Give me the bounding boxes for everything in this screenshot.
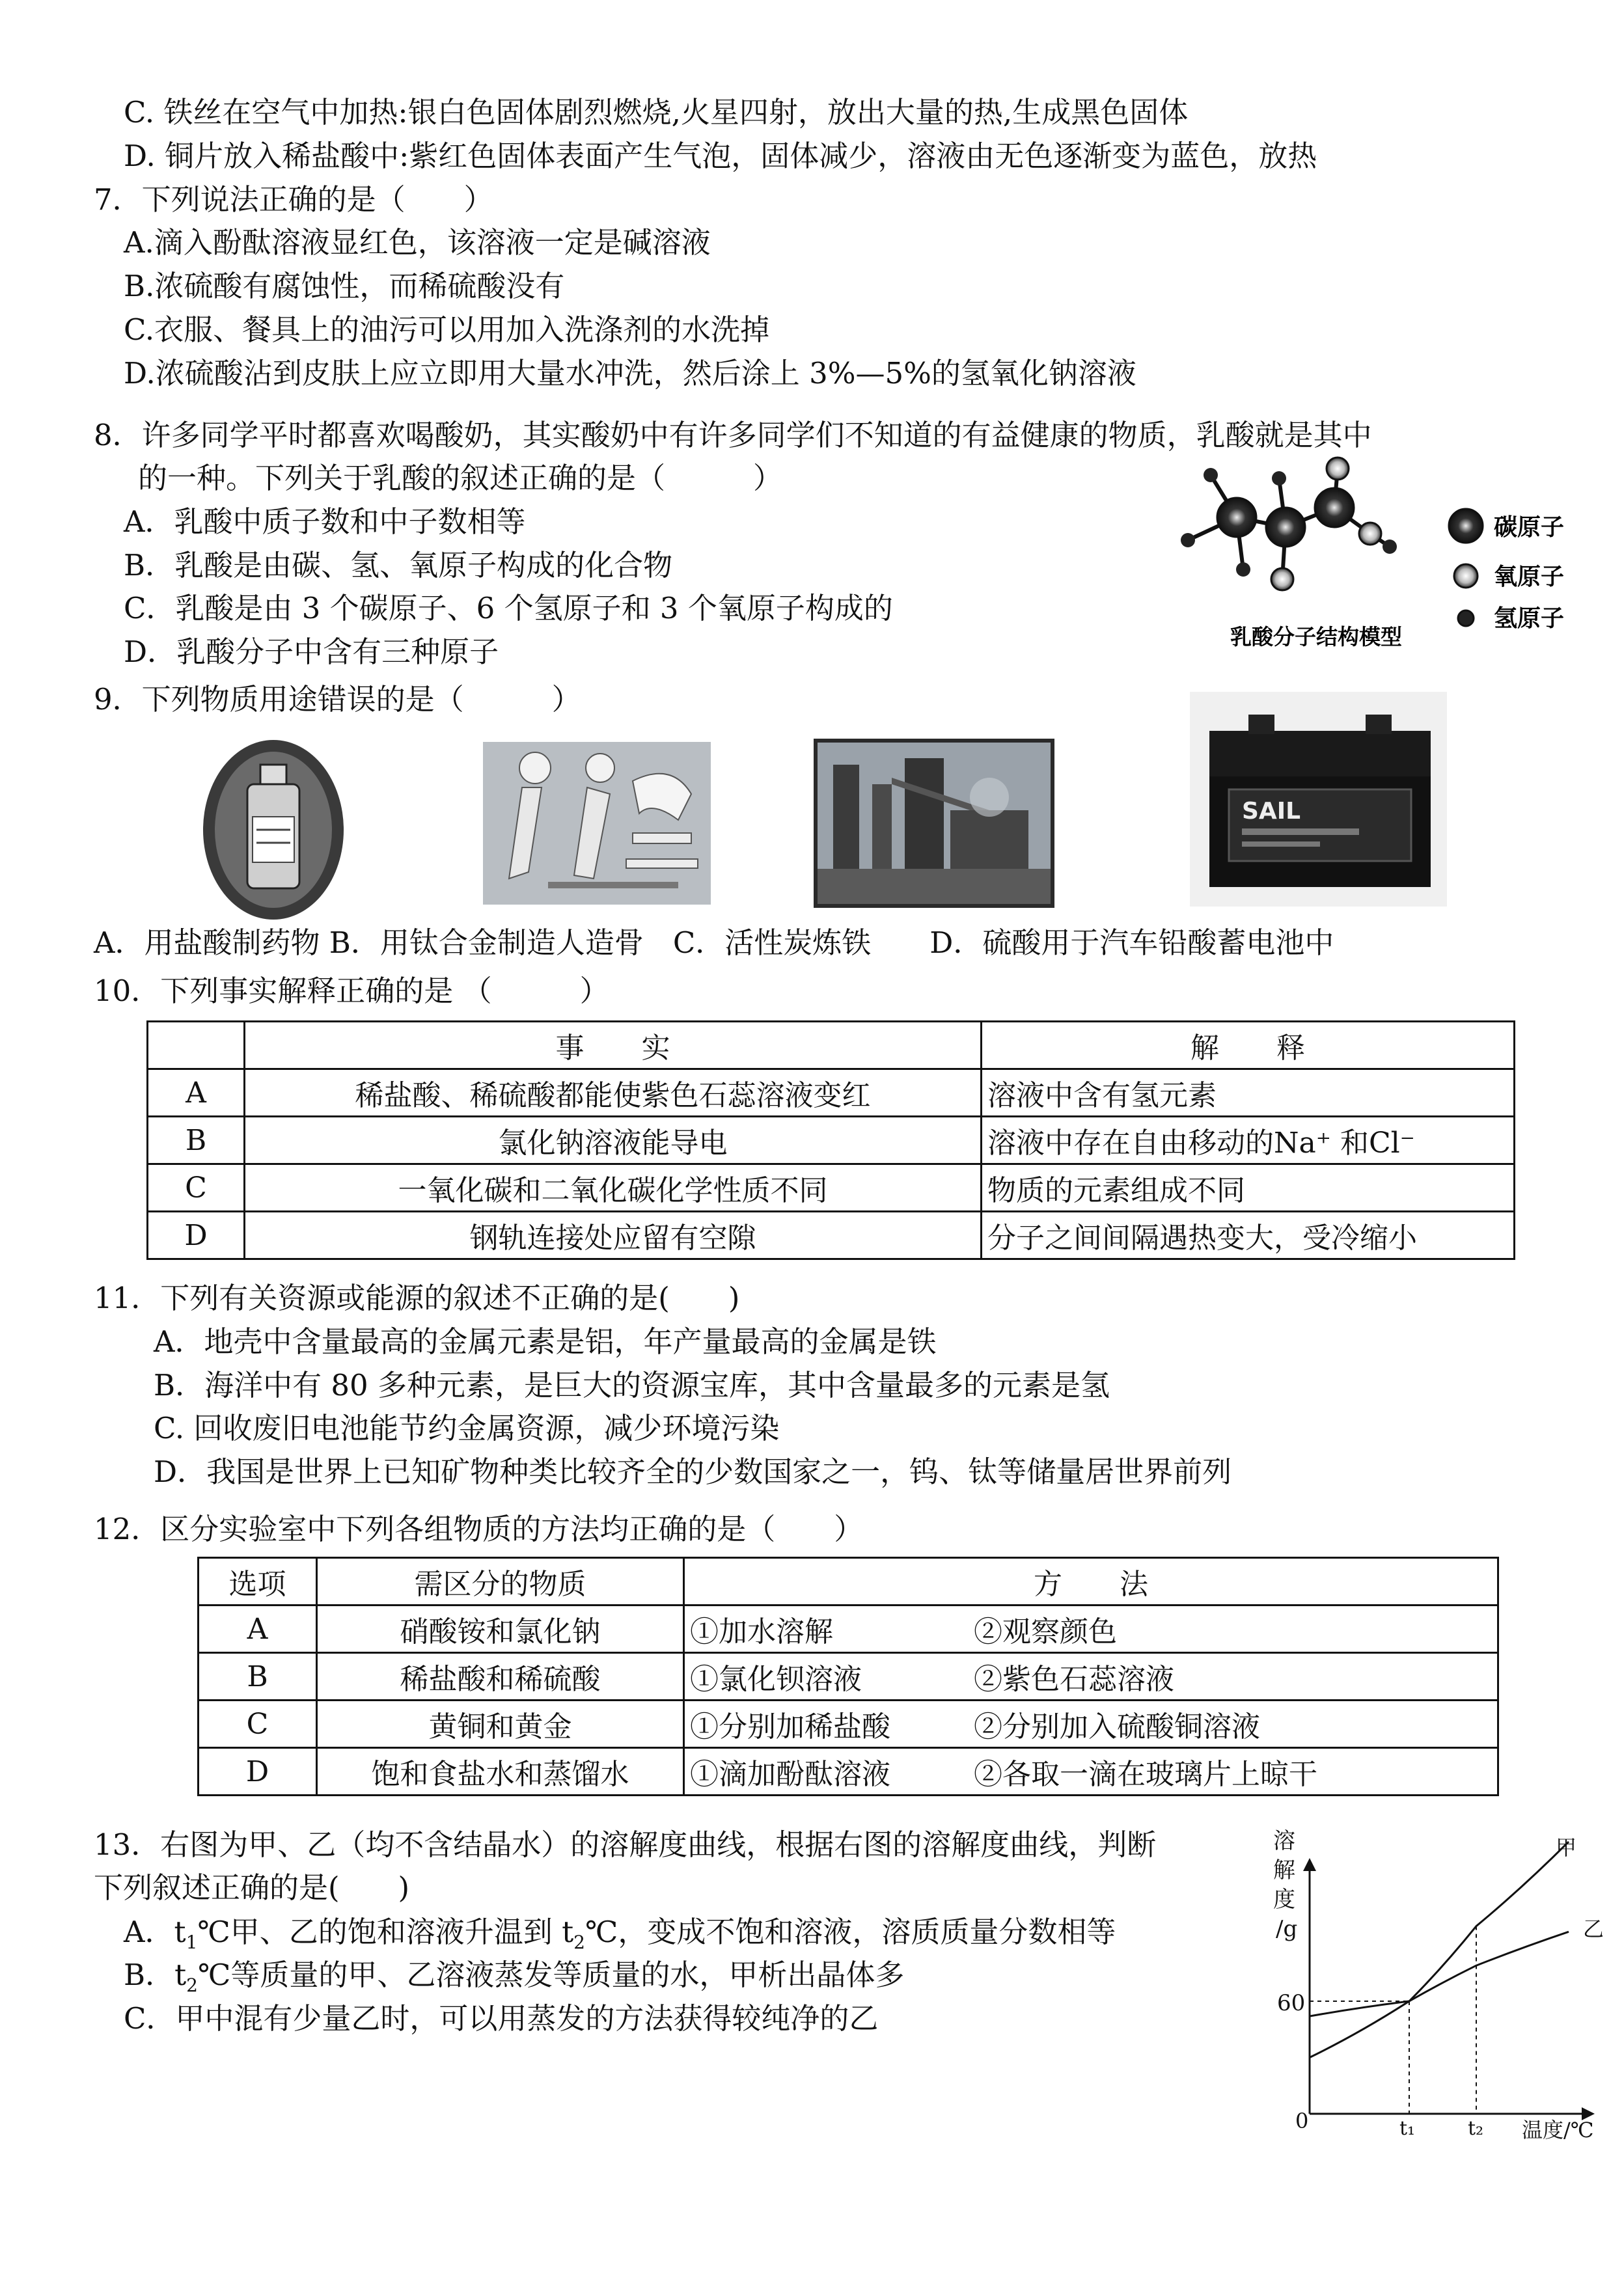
- titanium-bone-image: [483, 742, 711, 905]
- series-label-jia: 甲: [1556, 1835, 1577, 1860]
- chart-guides: [1310, 1926, 1476, 2114]
- x-tick-label: t₁: [1399, 2117, 1416, 2140]
- q13-option-c: C．甲中混有少量乙时，可以用蒸发的方法获得较纯净的乙: [124, 2001, 879, 2036]
- x-tick-label: t₂: [1468, 2117, 1484, 2140]
- q13-stem-line1: 13．右图为甲、乙（均不含结晶水）的溶解度曲线，根据右图的溶解度曲线，判断: [94, 1827, 1157, 1862]
- table-cell: D: [199, 1748, 317, 1796]
- q8-option-b: B．乳酸是由碳、氢、氧原子构成的化合物: [124, 548, 673, 582]
- y-axis-label-part: /g: [1276, 1916, 1298, 1942]
- table-cell: ①加水溶解: [684, 1606, 969, 1653]
- table-cell: ②分别加入硫酸铜溶液: [969, 1701, 1498, 1748]
- legend-hydrogen-label: 氢原子: [1494, 605, 1565, 632]
- table-cell: 解 释: [982, 1022, 1515, 1069]
- table-cell: B: [148, 1117, 245, 1164]
- y-axis-label-part: 度: [1273, 1887, 1295, 1913]
- q11-option-c: C. 回收废旧电池能节约金属资源，减少环境污染: [154, 1411, 780, 1445]
- series-label-yi: 乙: [1583, 1917, 1604, 1941]
- q8-stem-line2: 的一种。下列关于乳酸的叙述正确的是（ ）: [138, 461, 783, 495]
- x-axis-label: 温度/℃: [1522, 2118, 1594, 2141]
- table-cell: 选项: [199, 1558, 317, 1606]
- y-axis-label-part: 解: [1273, 1857, 1295, 1883]
- table-row: [199, 1748, 1498, 1796]
- q8-stem-line1: 8．许多同学平时都喜欢喝酸奶，其实酸奶中有许多同学们不知道的有益健康的物质，乳酸就是其中: [94, 418, 1372, 452]
- legend-carbon-icon: [1449, 509, 1483, 543]
- table-cell: ①滴加酚酞溶液: [684, 1748, 969, 1796]
- q13-b-text: ℃等质量的甲、乙溶液蒸发等质量的水，甲析出晶体多: [197, 1958, 905, 1992]
- table-cell: 一氧化碳和二氧化碳化学性质不同: [245, 1164, 982, 1212]
- q13-a-subscript: 1: [186, 1932, 198, 1953]
- table-row: [148, 1117, 1515, 1164]
- table-row: [148, 1069, 1515, 1117]
- table-row: [148, 1164, 1515, 1212]
- legend-oxygen-label: 氧原子: [1494, 564, 1565, 590]
- table-cell: 方 法: [684, 1558, 1498, 1606]
- legend-hydrogen-icon: [1458, 610, 1474, 626]
- table-cell: 黄铜和黄金: [317, 1701, 684, 1748]
- q11-stem: 11．下列有关资源或能源的叙述不正确的是( ): [94, 1281, 740, 1315]
- molecule-atoms: [1181, 458, 1397, 590]
- q7-option-d: D.浓硫酸沾到皮肤上应立即用大量水冲洗，然后涂上 3%—5%的氢氧化钠溶液: [124, 356, 1136, 390]
- table-cell: C: [199, 1701, 317, 1748]
- table-cell: 饱和食盐水和蒸馏水: [317, 1748, 684, 1796]
- q7-option-a: A.滴入酚酞溶液显红色，该溶液一定是碱溶液: [124, 225, 711, 260]
- q11-option-b: B．海洋中有 80 多种元素，是巨大的资源宝库，其中含量最多的元素是氢: [154, 1368, 1110, 1402]
- table-cell: ①分别加稀盐酸: [684, 1701, 969, 1748]
- q11-option-a: A．地壳中含量最高的金属元素是铝，年产量最高的金属是铁: [154, 1324, 937, 1359]
- table-cell: ②紫色石蕊溶液: [969, 1653, 1498, 1701]
- q13-b-text: B．t: [124, 1958, 187, 1992]
- q13-option-a: [124, 1913, 1116, 1961]
- table-header-row: [148, 1022, 1515, 1069]
- table-row: [199, 1606, 1498, 1653]
- table-cell: [148, 1022, 245, 1069]
- table-cell: 溶液中存在自由移动的Na⁺ 和Cl⁻: [982, 1117, 1515, 1164]
- origin-label: 0: [1295, 2109, 1309, 2133]
- q13-stem-line2: 下列叙述正确的是( ): [94, 1870, 410, 1905]
- chart-series: [1310, 1842, 1569, 2058]
- table-cell: 事 实: [245, 1022, 982, 1069]
- q12-stem: 12．区分实验室中下列各组物质的方法均正确的是（ ）: [94, 1512, 864, 1546]
- table-cell: D: [148, 1212, 245, 1259]
- table-cell: 硝酸铵和氯化钠: [317, 1606, 684, 1653]
- table-cell: 稀盐酸、稀硫酸都能使紫色石蕊溶液变红: [245, 1069, 982, 1117]
- table-cell: ①氯化钡溶液: [684, 1653, 969, 1701]
- q6-option-d: D. 铜片放入稀盐酸中:紫红色固体表面产生气泡，固体减少，溶液由无色逐渐变为蓝色，放热: [124, 139, 1317, 173]
- solubility-curve-jia: [1310, 1842, 1569, 2058]
- table-cell: 稀盐酸和稀硫酸: [317, 1653, 684, 1701]
- table-cell: C: [148, 1164, 245, 1212]
- q13-a-text: ℃，变成不饱和溶液，溶质质量分数相等: [585, 1915, 1116, 1949]
- y-axis-label-part: 溶: [1273, 1829, 1295, 1854]
- legend-carbon-label: 碳原子: [1494, 514, 1565, 541]
- car-battery-image: [1190, 692, 1447, 907]
- table-row: [148, 1212, 1515, 1259]
- q9-options: A．用盐酸制药物 B．用钛合金制造人造骨 C．活性炭炼铁 D．硫酸用于汽车铅酸蓄电池中: [94, 925, 1334, 960]
- q13-a-subscript: 2: [573, 1932, 585, 1953]
- table-cell: 需区分的物质: [317, 1558, 684, 1606]
- table-row: [199, 1701, 1498, 1748]
- table-cell: A: [148, 1069, 245, 1117]
- table-cell: 分子之间间隔遇热变大，受冷缩小: [982, 1212, 1515, 1259]
- q7-stem: 7．下列说法正确的是（ ）: [94, 182, 493, 217]
- q13-b-subscript: 2: [186, 1975, 198, 1996]
- table-cell: 溶液中含有氢元素: [982, 1069, 1515, 1117]
- q10-stem: 10．下列事实解释正确的是 （ ）: [94, 974, 609, 1008]
- q13-option-b: [124, 1956, 904, 2004]
- table-cell: 氯化钠溶液能导电: [245, 1117, 982, 1164]
- table-cell: ②观察颜色: [969, 1606, 1498, 1653]
- y-tick-label: 60: [1277, 1990, 1306, 2016]
- q13-a-text: A．t: [124, 1915, 186, 1949]
- q8-option-a: A．乳酸中质子数和中子数相等: [124, 504, 526, 539]
- q7-option-c: C.衣服、餐具上的油污可以用加入洗涤剂的水洗掉: [124, 312, 770, 347]
- q7-option-b: B.浓硫酸有腐蚀性，而稀硫酸没有: [124, 269, 565, 303]
- medicine-bottle-image: [202, 739, 345, 921]
- q10-table: [146, 1020, 1515, 1260]
- q9-stem: 9．下列物质用途错误的是（ ）: [94, 682, 581, 717]
- y-axis-arrow-icon: [1303, 1858, 1316, 1871]
- table-cell: 物质的元素组成不同: [982, 1164, 1515, 1212]
- q6-option-c: C. 铁丝在空气中加热:银白色固体剧烈燃烧,火星四射，放出大量的热,生成黑色固体: [124, 95, 1189, 130]
- table-cell: A: [199, 1606, 317, 1653]
- q8-option-d: D．乳酸分子中含有三种原子: [124, 635, 499, 669]
- chart-axes: [1310, 1861, 1588, 2114]
- table-row: [199, 1653, 1498, 1701]
- q8-option-c: C．乳酸是由 3 个碳原子、6 个氢原子和 3 个氧原子构成的: [124, 591, 893, 625]
- legend-oxygen-icon: [1454, 564, 1478, 588]
- table-cell: B: [199, 1653, 317, 1701]
- steel-plant-image: [814, 739, 1054, 908]
- solubility-chart: [1269, 1829, 1624, 2141]
- model-caption: 乳酸分子结构模型: [1230, 624, 1402, 649]
- q13-a-text: ℃甲、乙的饱和溶液升温到 t: [197, 1915, 574, 1949]
- q11-option-d: D．我国是世界上已知矿物种类比较齐全的少数国家之一，钨、钛等储量居世界前列: [154, 1455, 1232, 1489]
- q12-table: [197, 1557, 1499, 1796]
- table-cell: 钢轨连接处应留有空隙: [245, 1212, 982, 1259]
- lactic-acid-model-figure: [1172, 456, 1614, 664]
- table-cell: ②各取一滴在玻璃片上晾干: [969, 1748, 1498, 1796]
- table-header-row: [199, 1558, 1498, 1606]
- battery-brand-label: SAIL: [1242, 798, 1301, 825]
- solubility-curve-yi: [1310, 1932, 1569, 2016]
